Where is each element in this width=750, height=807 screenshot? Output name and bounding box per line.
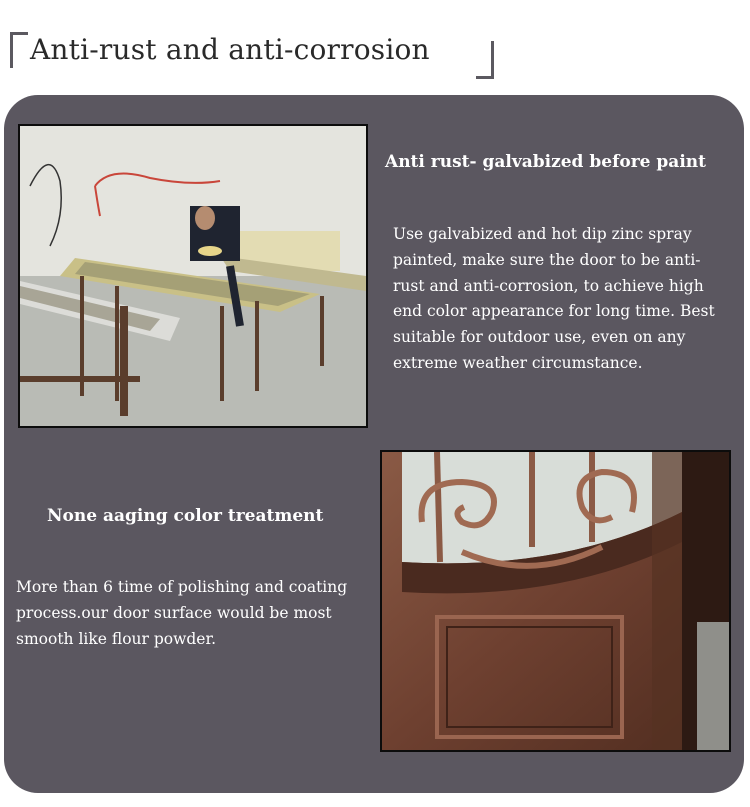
section1-line: rust and anti-corrosion, to achieve high [393,276,704,295]
section2-line: More than 6 time of polishing and coating [16,578,348,596]
section1-line: end color appearance for long time. Best [393,302,715,321]
bracket-top-left-vertical [10,32,13,68]
section2-line: process.our door surface would be most [16,603,332,622]
page-title: Anti-rust and anti-corrosion [30,33,430,66]
section2-line: smooth like flour powder. [16,629,217,648]
bracket-bottom-right-horizontal [476,76,494,79]
bracket-bottom-right-vertical [491,41,494,79]
section1-heading: Anti rust- galvabized before paint [385,152,706,172]
header [0,0,750,95]
section2-body [16,575,378,652]
section1-body [393,222,743,377]
workshop-photo [18,124,368,428]
bracket-top-left-horizontal [10,32,28,35]
section1-line: painted, make sure the door to be anti- [393,250,701,269]
section1-line: extreme weather circumstance. [393,353,643,372]
section1-line: suitable for outdoor use, even on any [393,328,686,347]
section1-line: Use galvabized and hot dip zinc spray [393,225,692,243]
door-closeup-photo [380,450,731,752]
section2-heading: None aaging color treatment [47,506,324,526]
